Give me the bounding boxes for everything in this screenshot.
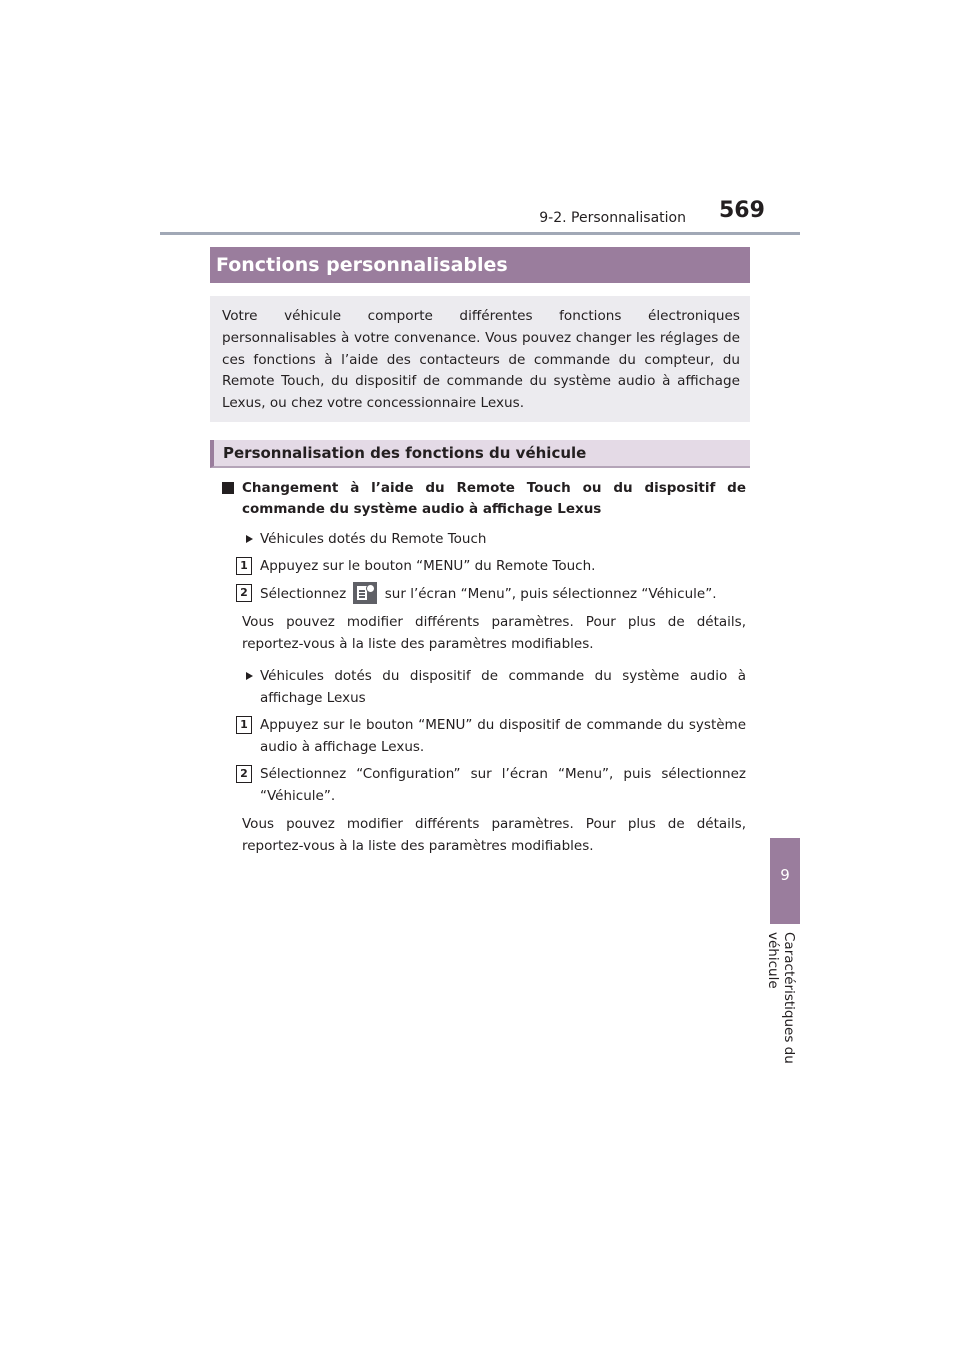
- intro-text: Votre véhicule comporte différentes fonctions électroniques personnalisables à votre convenance. Vous pouvez changer les réglages de ces fonctions à l’aide des contacteurs de commande du compteur, du Remote Touch, du dispositif de commande du système audio à affichage Lexus, ou chez votre concessionnaire Lexus.: [222, 308, 740, 412]
- note-remote-touch: Vous pouvez modifier différents paramètres. Pour plus de détails, reportez-vous à la liste des paramètres modifiables.: [242, 614, 746, 652]
- condition-text: Véhicules dotés du dispositif de commande du système audio à affichage Lexus: [260, 668, 746, 706]
- content-body: [222, 478, 746, 857]
- chapter-title: Caractéristiques du véhicule: [765, 932, 797, 1064]
- subsection-title: Personnalisation des fonctions du véhicule: [210, 440, 750, 468]
- condition-audio-display: [222, 665, 746, 709]
- step-text: Appuyez sur le bouton “MENU” du dispositif de commande du système audio à affichage Lexus.: [260, 717, 746, 755]
- condition-remote-touch: [222, 528, 746, 550]
- section-label: 9-2. Personnalisation: [539, 210, 686, 226]
- step-number: 2: [236, 584, 252, 602]
- step-text: Appuyez sur le bouton “MENU” du Remote Touch.: [260, 558, 596, 574]
- triangle-bullet-icon: [246, 672, 253, 680]
- triangle-bullet-icon: [246, 535, 253, 543]
- chapter-number: 9: [780, 866, 790, 884]
- intro-box: [210, 296, 750, 422]
- note-audio-display: Vous pouvez modifier différents paramètres. Pour plus de détails, reportez-vous à la liste des paramètres modifiables.: [242, 816, 746, 854]
- header-rule: [160, 232, 800, 235]
- main-title: Fonctions personnalisables: [210, 247, 750, 283]
- condition-text: Véhicules dotés du Remote Touch: [260, 531, 487, 547]
- page-number: 569: [719, 198, 765, 223]
- procedure-heading: [222, 478, 746, 520]
- settings-icon: [353, 582, 377, 604]
- square-bullet-icon: [222, 482, 234, 494]
- step-text-after: sur l’écran “Menu”, puis sélectionnez “Véhicule”.: [384, 586, 717, 602]
- step-remote-touch-1: [222, 555, 746, 577]
- step-number: 1: [236, 557, 252, 575]
- step-audio-display-2: [222, 763, 746, 807]
- step-audio-display-1: [222, 714, 746, 758]
- step-text-before: Sélectionnez: [260, 586, 347, 602]
- chapter-tab: [770, 838, 800, 924]
- procedure-heading-text: Changement à l’aide du Remote Touch ou du dispositif de commande du système audio à affichage Lexus: [242, 480, 746, 517]
- step-number: 2: [236, 765, 252, 783]
- step-remote-touch-2: [222, 582, 746, 605]
- step-text: Sélectionnez “Configuration” sur l’écran “Menu”, puis sélectionnez “Véhicule”.: [260, 766, 746, 804]
- step-number: 1: [236, 716, 252, 734]
